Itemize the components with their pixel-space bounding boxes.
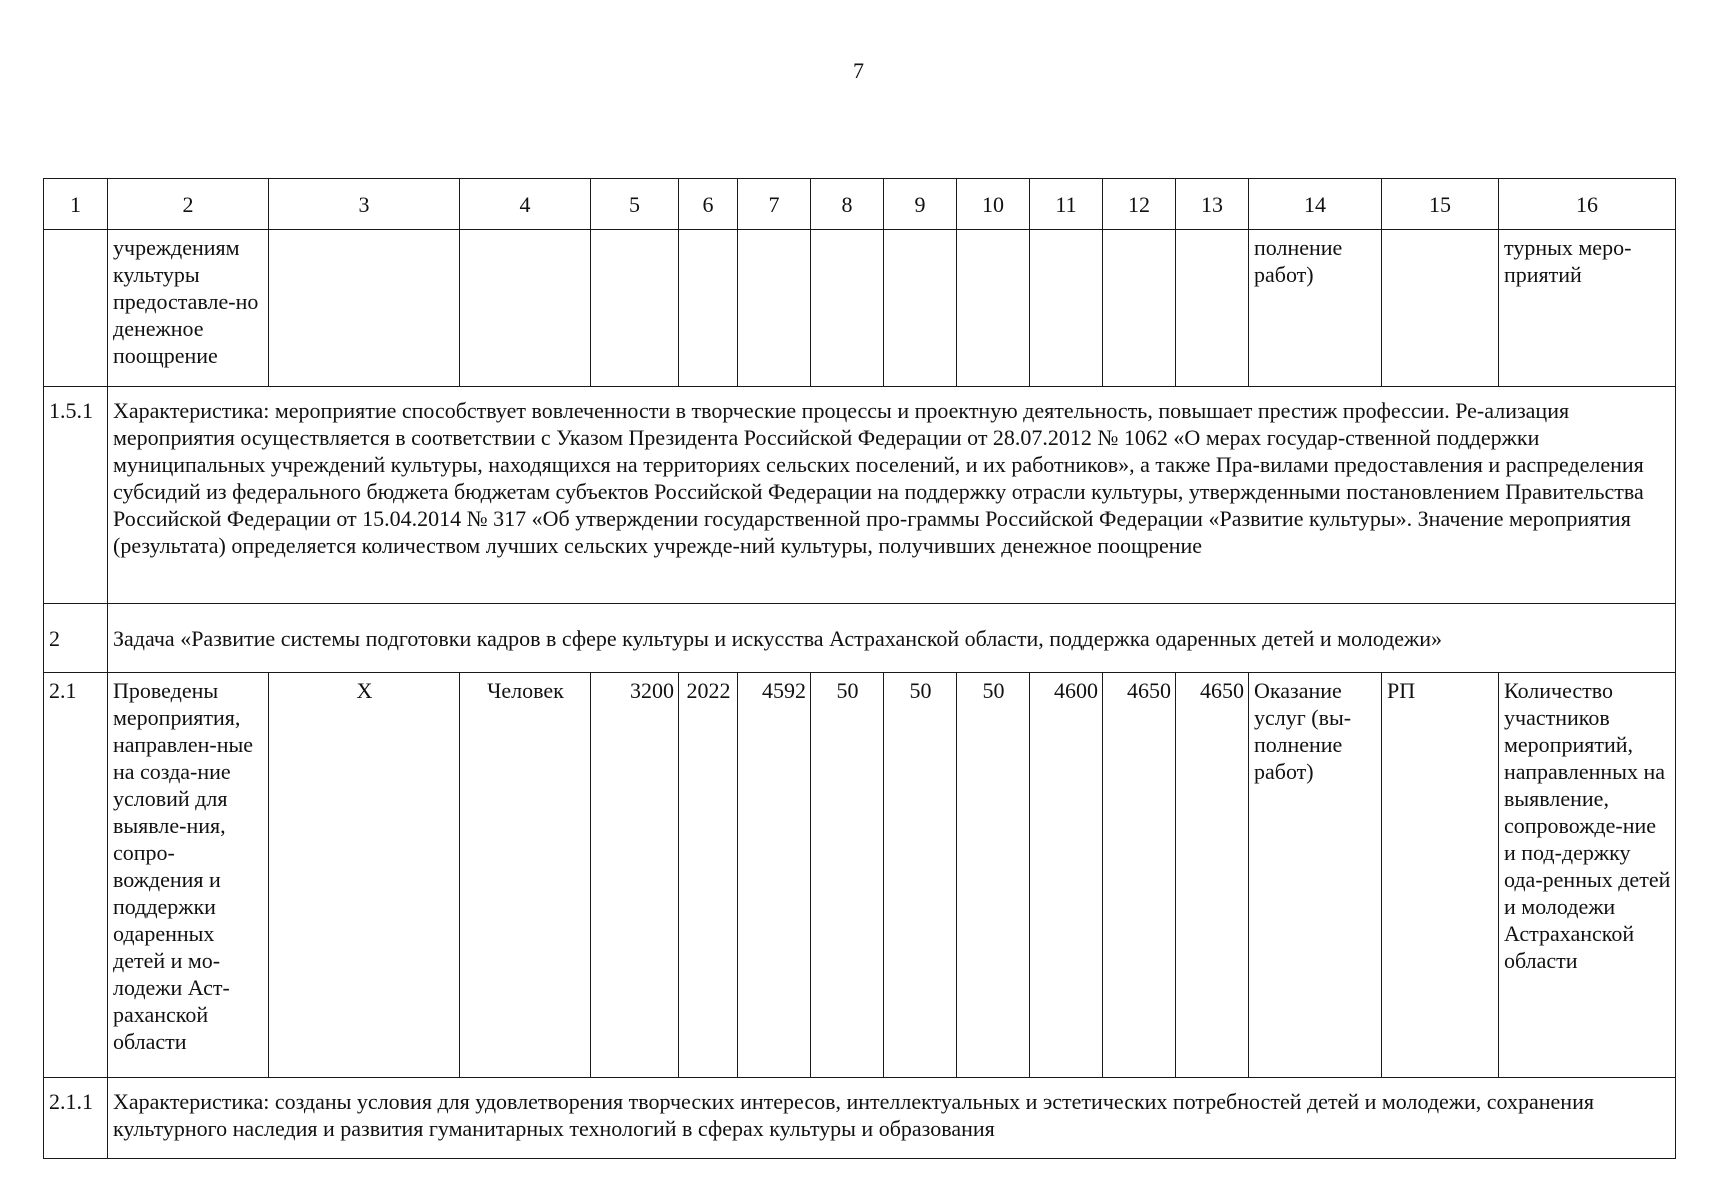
table-cell: 4650 (1176, 673, 1249, 1078)
header-cell: 12 (1103, 179, 1176, 230)
table-cell (1030, 230, 1103, 387)
table-cell (1176, 230, 1249, 387)
table-cell: 50 (957, 673, 1030, 1078)
row-number-cell: 1.5.1 (44, 387, 108, 604)
program-table (43, 178, 1676, 1159)
continuation-col14-cell: полнение работ) (1249, 230, 1382, 387)
page-number: 7 (853, 58, 864, 83)
row-number-cell: 2.1 (44, 673, 108, 1078)
header-cell: 10 (957, 179, 1030, 230)
unit-cell: Человек (460, 673, 591, 1078)
header-cell: 5 (591, 179, 679, 230)
header-cell: 11 (1030, 179, 1103, 230)
table-cell: Х (269, 673, 460, 1078)
result-name-cell: Проведены мероприятия, направлен-ные на созда-ние условий для выявле-ния, сопро-вождения и поддержки одаренных детей и мо-лодежи Аст-раханской области (108, 673, 269, 1078)
header-cell: 14 (1249, 179, 1382, 230)
row-number-cell: 2 (44, 604, 108, 673)
continuation-col16-cell: турных меро-приятий (1499, 230, 1676, 387)
header-cell: 6 (679, 179, 738, 230)
characteristic-text-cell: Характеристика: мероприятие способствует вовлеченности в творческие процессы и проектную деятельность, повышает престиж профессии. Ре-ализация мероприятия осуществляется в соответствии с Указом Президента Российской Федерации от 28.07.2012 № 1062 «О мерах государ-ственной поддержки муниципальных учреждений культуры, находящихся на территориях сельских поселений, и их работников», а также Пра-вилами предоставления и распределения субсидий из федерального бюджета бюджетам субъектов Российской Федерации на поддержку отрасли культуры, утвержденными постановлением Правительства Российской Федерации от 15.04.2014 № 317 «Об утверждении государственной про-граммы Российской Федерации «Развитие культуры». Значение мероприятия (результата) определяется количеством лучших сельских учрежде-ний культуры, получивших денежное поощрение (108, 387, 1676, 604)
table-cell: 2022 (679, 673, 738, 1078)
table-cell: 4592 (738, 673, 811, 1078)
header-cell: 8 (811, 179, 884, 230)
table-row-2-1-1 (44, 1078, 1676, 1159)
table-cell (44, 230, 108, 387)
header-cell: 7 (738, 179, 811, 230)
row-number-cell: 2.1.1 (44, 1078, 108, 1159)
table-cell: РП (1382, 673, 1499, 1078)
table-cell: 4600 (1030, 673, 1103, 1078)
table-cell (1382, 230, 1499, 387)
header-cell: 13 (1176, 179, 1249, 230)
table-cell (811, 230, 884, 387)
table-row-1-5-1 (44, 387, 1676, 604)
table-row-continuation (44, 230, 1676, 387)
table-cell (1103, 230, 1176, 387)
header-cell: 4 (460, 179, 591, 230)
table-cell (738, 230, 811, 387)
table-cell: 50 (884, 673, 957, 1078)
table-cell (460, 230, 591, 387)
table-cell (269, 230, 460, 387)
header-cell: 1 (44, 179, 108, 230)
table-header-row (44, 179, 1676, 230)
header-cell: 3 (269, 179, 460, 230)
table-row-2 (44, 604, 1676, 673)
table-row-2-1 (44, 673, 1676, 1078)
table-cell (884, 230, 957, 387)
task-text-cell: Задача «Развитие системы подготовки кадров в сфере культуры и искусства Астраханской области, поддержка одаренных детей и молодежи» (108, 604, 1676, 673)
header-cell: 16 (1499, 179, 1676, 230)
header-cell: 15 (1382, 179, 1499, 230)
characteristic-text-cell: Характеристика: созданы условия для удовлетворения творческих интересов, интеллектуальных и эстетических потребностей детей и молодежи, сохранения культурного наследия и развития гуманитарных технологий в сферах культуры и образования (108, 1078, 1676, 1159)
continuation-name-cell: учреждениям культуры предоставле-но денежное поощрение (108, 230, 269, 387)
header-cell: 9 (884, 179, 957, 230)
header-cell: 2 (108, 179, 269, 230)
table-cell (591, 230, 679, 387)
table-cell (957, 230, 1030, 387)
table-cell (679, 230, 738, 387)
table-cell: 4650 (1103, 673, 1176, 1078)
table-cell: 50 (811, 673, 884, 1078)
table-cell: Оказание услуг (вы-полнение работ) (1249, 673, 1382, 1078)
table-cell: 3200 (591, 673, 679, 1078)
table-cell: Количество участников мероприятий, направленных на выявление, сопровожде-ние и под-держку ода-ренных детей и молодежи Астраханской области (1499, 673, 1676, 1078)
